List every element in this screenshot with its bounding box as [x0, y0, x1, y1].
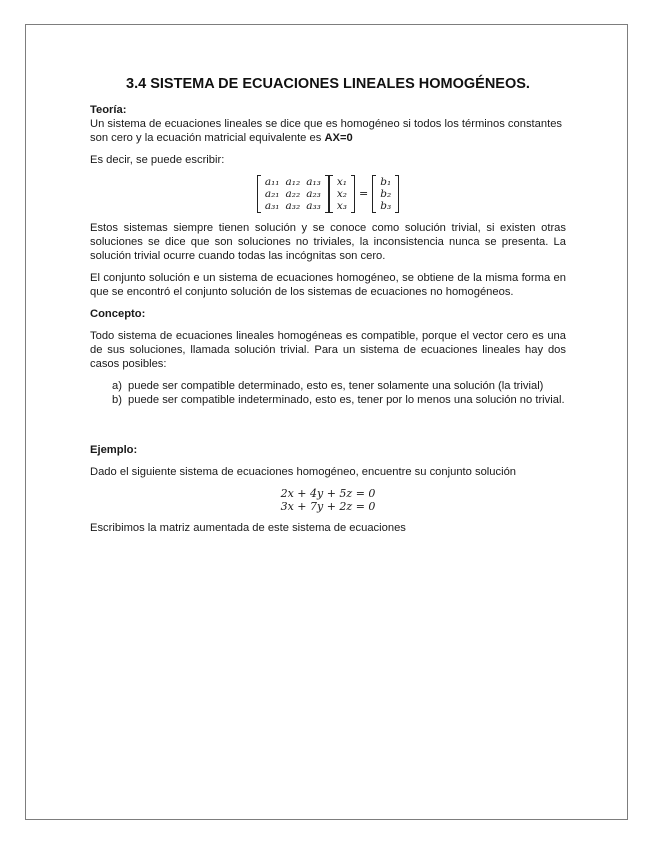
equation-system: [90, 487, 566, 513]
teoria-paragraph-1: Estos sistemas siempre tienen solución y se conoce como solución trivial, si existen otras soluciones se dice que son soluciones no triviales, la inconsistencia nunca se presenta. La solución trivial ocurre cuando todas las incógnitas son cero.: [90, 222, 566, 262]
vector-b-cell: b₃: [380, 200, 392, 212]
matrix-a-cell: a₁₁: [264, 176, 280, 188]
teoria-intro-text: Un sistema de ecuaciones lineales se dice que es homogéneo si todos los términos constantes son cero y la ecuación matricial equivalente es: [90, 118, 563, 144]
document-page: [25, 24, 628, 820]
list-text: puede ser compatible indeterminado, esto es, tener por lo menos una solución no trivial.: [128, 394, 565, 406]
ejemplo-paragraph-2: Escribimos la matriz aumentada de este sistema de ecuaciones: [90, 522, 406, 534]
teoria-intro: [90, 117, 566, 145]
vector-x-cell: x₂: [336, 188, 348, 200]
vector-x: [329, 175, 355, 213]
ejemplo-paragraph: Dado el siguiente sistema de ecuaciones homogéneo, encuentre su conjunto solución: [90, 466, 517, 478]
matrix-a-cell: a₁₂: [285, 176, 301, 188]
concepto-paragraph: Todo sistema de ecuaciones lineales homogéneas es compatible, porque el vector cero es una de sus soluciones, llamada solución trivial. Para un sistema de ecuaciones lineales hay dos casos posibles:: [90, 330, 566, 370]
teoria-heading: Teoría:: [90, 104, 127, 116]
list-item: [90, 379, 566, 393]
matrix-a-cell: a₃₃: [306, 200, 321, 212]
matrix-a-cell: a₃₁: [264, 200, 280, 212]
equals-sign: =: [359, 187, 369, 200]
matrix-equation: [90, 175, 566, 213]
teoria-paragraph-2: El conjunto solución e un sistema de ecuaciones homogéneo, se obtiene de la misma forma en que se encontró el conjunto solución de los sistemas de ecuaciones no homogéneos.: [90, 272, 566, 298]
list-marker: b): [112, 394, 122, 406]
matrix-a-row: [262, 188, 324, 200]
list-marker: a): [112, 380, 122, 392]
matrix-a-cell: a₃₂: [285, 200, 301, 212]
vector-x-cell: x₁: [336, 176, 348, 188]
matrix-a-cell: a₂₂: [285, 188, 301, 200]
list-item: [90, 393, 566, 407]
vector-x-cell: x₃: [336, 200, 348, 212]
concepto-list: [90, 379, 566, 407]
matrix-a: [257, 175, 329, 213]
matrix-a-cell: a₂₁: [264, 188, 280, 200]
matrix-a-row: [262, 200, 324, 212]
ejemplo-heading: Ejemplo:: [90, 444, 138, 456]
list-text: puede ser compatible determinado, esto es, tener solamente una solución (la trivial): [128, 380, 544, 392]
matrix-a-cell: a₁₃: [306, 176, 321, 188]
equation-1: 2x + 4y + 5z = 0: [280, 487, 376, 500]
section-title: 3.4 SISTEMA DE ECUACIONES LINEALES HOMOGÉNEOS.: [126, 76, 530, 92]
teoria-intro-bold: AX=0: [324, 132, 353, 144]
vector-b-cell: b₂: [380, 188, 392, 200]
vector-b: [372, 175, 399, 213]
concepto-heading: Concepto:: [90, 308, 146, 320]
page-content: [90, 75, 566, 543]
es-decir-text: Es decir, se puede escribir:: [90, 154, 225, 166]
matrix-a-cell: a₂₃: [306, 188, 321, 200]
matrix-a-row: [262, 176, 324, 188]
equation-2: 3x + 7y + 2z = 0: [280, 500, 376, 513]
vector-b-cell: b₁: [380, 176, 392, 188]
